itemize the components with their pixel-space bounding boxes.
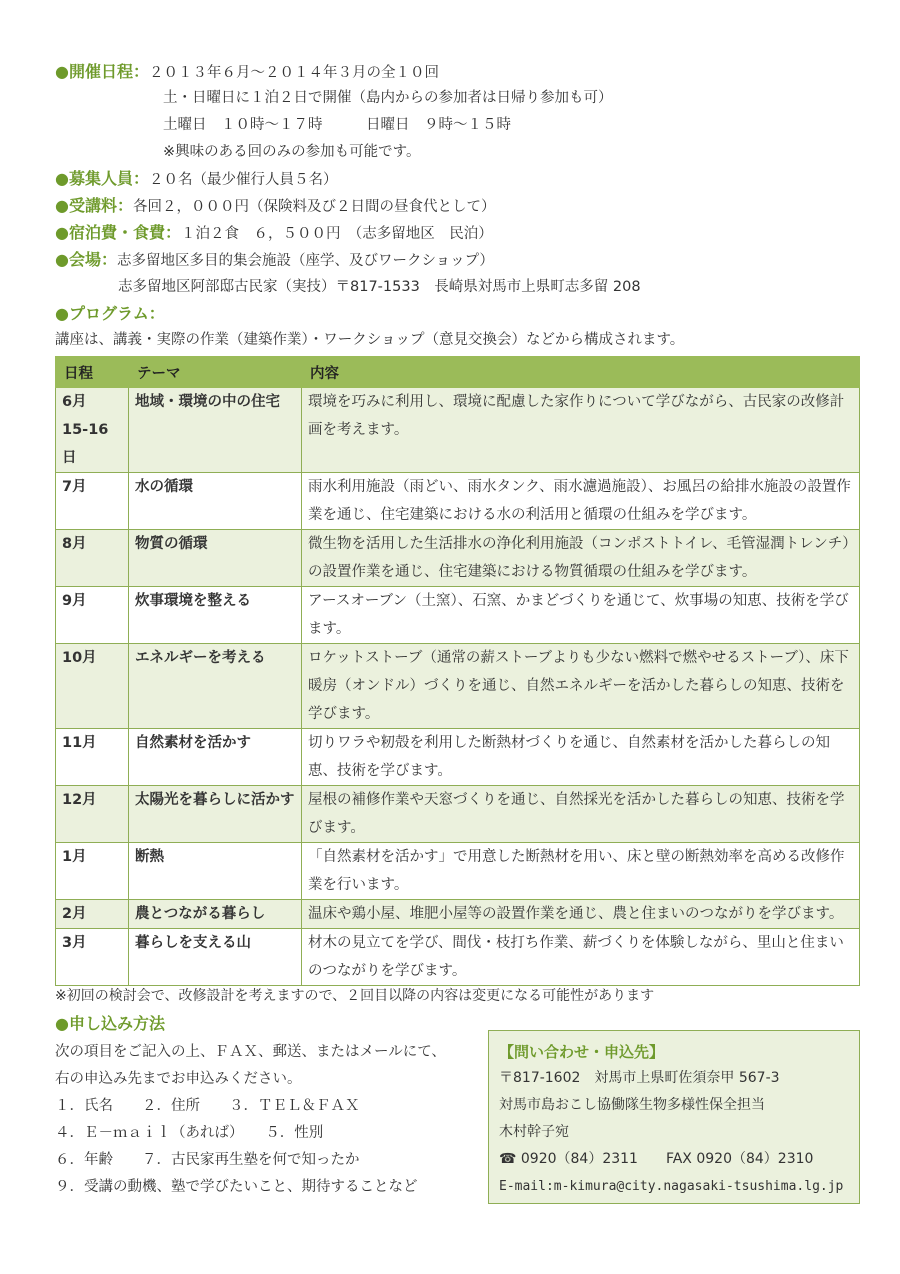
program-intro: 講座は、講義・実際の作業（建築作業）・ワークショップ（意見交換会）などから構成されます。 <box>55 332 685 348</box>
venue-line2: 志多留地区阿部邸古民家（実技）〒817-1533 長崎県対馬市上県町志多留 208 <box>118 279 641 295</box>
venue-label: ●会場： <box>55 250 117 269</box>
program-note: ※初回の検討会で、改修設計を考えますので、２回目以降の内容は変更になる可能性があります <box>55 988 655 1004</box>
table-row <box>56 786 860 843</box>
lodging-label: ●宿泊費・食費： <box>55 223 181 242</box>
schedule-cell: 7月 <box>56 473 129 530</box>
table-row <box>56 900 860 929</box>
schedule-line3: 土曜日 １０時～１７時 日曜日 ９時～１５時 <box>163 117 511 133</box>
schedule-cell: 12月 <box>56 786 129 843</box>
content-cell: 「自然素材を活かす」で用意した断熱材を用い、床と壁の断熱効率を高める改修作業を行います。 <box>302 843 860 900</box>
theme-cell: 太陽光を暮らしに活かす <box>129 786 302 843</box>
contact-phone: ☎ 0920（84）2311 FAX 0920（84）2310 <box>499 1151 814 1167</box>
theme-cell: 物質の循環 <box>129 530 302 587</box>
table-row <box>56 587 860 644</box>
content-cell: 温床や鶏小屋、堆肥小屋等の設置作業を通じ、農と住まいのつながりを学びます。 <box>302 900 860 929</box>
apply-item: ６．年齢 ７．古民家再生塾を何で知ったか <box>55 1152 360 1168</box>
schedule-cell: 2月 <box>56 900 129 929</box>
theme-cell: 地域・環境の中の住宅 <box>129 388 302 473</box>
apply-item: ９．受講の動機、塾で学びたいこと、期待することなど <box>55 1179 418 1195</box>
contact-title: 【問い合わせ・申込先】 <box>499 1043 665 1061</box>
content-cell: 雨水利用施設（雨どい、雨水タンク、雨水濾過施設）、お風呂の給排水施設の設置作業を通じ、住宅建築における水の利活用と循環の仕組みを学びます。 <box>302 473 860 530</box>
apply-item: １．氏名 ２．住所 ３．ＴＥＬ＆ＦＡＸ <box>55 1098 360 1114</box>
schedule-row <box>55 62 439 83</box>
fee-value: 各回２，０００円（保険料及び２日間の昼食代として） <box>132 199 496 215</box>
table-row <box>56 843 860 900</box>
contact-person: 木村幹子宛 <box>499 1124 569 1140</box>
theme-cell: 水の循環 <box>129 473 302 530</box>
schedule-cell: 11月 <box>56 729 129 786</box>
lodging-value: １泊２食 ６，５００円 （志多留地区 民泊） <box>180 226 493 242</box>
content-cell: アースオーブン（土窯）、石窯、かまどづくりを通じて、炊事場の知恵、技術を学びます。 <box>302 587 860 644</box>
venue-value: 志多留地区多目的集会施設（座学、及びワークショップ） <box>116 253 494 269</box>
contact-email[interactable]: E-mail:m-kimura@city.nagasaki-tsushima.lg.jp <box>499 1179 844 1194</box>
content-cell: ロケットストーブ（通常の薪ストーブよりも少ない燃料で燃やせるストーブ）、床下暖房（オンドル）づくりを通じ、自然エネルギーを活かした暮らしの知恵、技術を学びます。 <box>302 644 860 729</box>
program-table <box>55 356 860 986</box>
capacity-row <box>55 169 337 190</box>
contact-address: 〒817-1602 対馬市上県町佐須奈甲 567-3 <box>499 1070 780 1086</box>
header-content: 内容 <box>302 357 860 388</box>
table-row <box>56 473 860 530</box>
theme-cell: 断熱 <box>129 843 302 900</box>
theme-cell: 暮らしを支える山 <box>129 929 302 986</box>
program-label: ●プログラム： <box>55 304 165 323</box>
table-row <box>56 530 860 587</box>
contact-box <box>488 1030 860 1204</box>
apply-line1: 次の項目をご記入の上、ＦＡＸ、郵送、またはメールにて、 <box>55 1044 446 1060</box>
table-header-row <box>56 357 860 388</box>
theme-cell: 農とつながる暮らし <box>129 900 302 929</box>
theme-cell: エネルギーを考える <box>129 644 302 729</box>
apply-line2: 右の申込み先までお申込みください。 <box>55 1071 302 1087</box>
theme-cell: 炊事環境を整える <box>129 587 302 644</box>
table-row <box>56 929 860 986</box>
schedule-cell: 1月 <box>56 843 129 900</box>
theme-cell: 自然素材を活かす <box>129 729 302 786</box>
schedule-line4: ※興味のある回のみの参加も可能です。 <box>163 144 421 160</box>
schedule-line2: 土・日曜日に１泊２日で開催（島内からの参加者は日帰り参加も可） <box>163 90 613 106</box>
program-table-body <box>56 388 860 986</box>
capacity-value: ２０名（最少催行人員５名） <box>148 172 338 188</box>
fee-label: ●受講料： <box>55 196 133 215</box>
content-cell: 屋根の補修作業や天窓づくりを通じ、自然採光を活かした暮らしの知恵、技術を学びます。 <box>302 786 860 843</box>
header-theme: テーマ <box>129 357 302 388</box>
apply-label: ●申し込み方法 <box>55 1014 165 1033</box>
schedule-cell: 3月 <box>56 929 129 986</box>
content-cell: 微生物を活用した生活排水の浄化利用施設（コンポストトイレ、毛管湿潤トレンチ）の設置作業を通じ、住宅建築における物質循環の仕組みを学びます。 <box>302 530 860 587</box>
schedule-cell: 10月 <box>56 644 129 729</box>
schedule-label: ●開催日程： <box>55 62 149 81</box>
table-row <box>56 644 860 729</box>
apply-item: ４．Ｅ－ｍａｉｌ（あれば） ５．性別 <box>55 1125 324 1141</box>
header-schedule: 日程 <box>56 357 129 388</box>
content-cell: 切りワラや籾殻を利用した断熱材づくりを通じ、自然素材を活かした暮らしの知恵、技術を学びます。 <box>302 729 860 786</box>
schedule-cell: 8月 <box>56 530 129 587</box>
schedule-value: ２０１３年６月～２０１４年３月の全１０回 <box>148 65 439 81</box>
schedule-cell: 9月 <box>56 587 129 644</box>
schedule-cell: 6月 15-16日 <box>56 388 129 473</box>
table-row <box>56 729 860 786</box>
venue-row <box>55 250 494 271</box>
fee-row <box>55 196 495 217</box>
table-row <box>56 388 860 473</box>
content-cell: 環境を巧みに利用し、環境に配慮した家作りについて学びながら、古民家の改修計画を考えます。 <box>302 388 860 473</box>
lodging-row <box>55 223 493 244</box>
capacity-label: ●募集人員： <box>55 169 149 188</box>
content-cell: 材木の見立てを学び、間伐・枝打ち作業、薪づくりを体験しながら、里山と住まいのつながりを学びます。 <box>302 929 860 986</box>
contact-org: 対馬市島おこし協働隊生物多様性保全担当 <box>499 1097 765 1113</box>
